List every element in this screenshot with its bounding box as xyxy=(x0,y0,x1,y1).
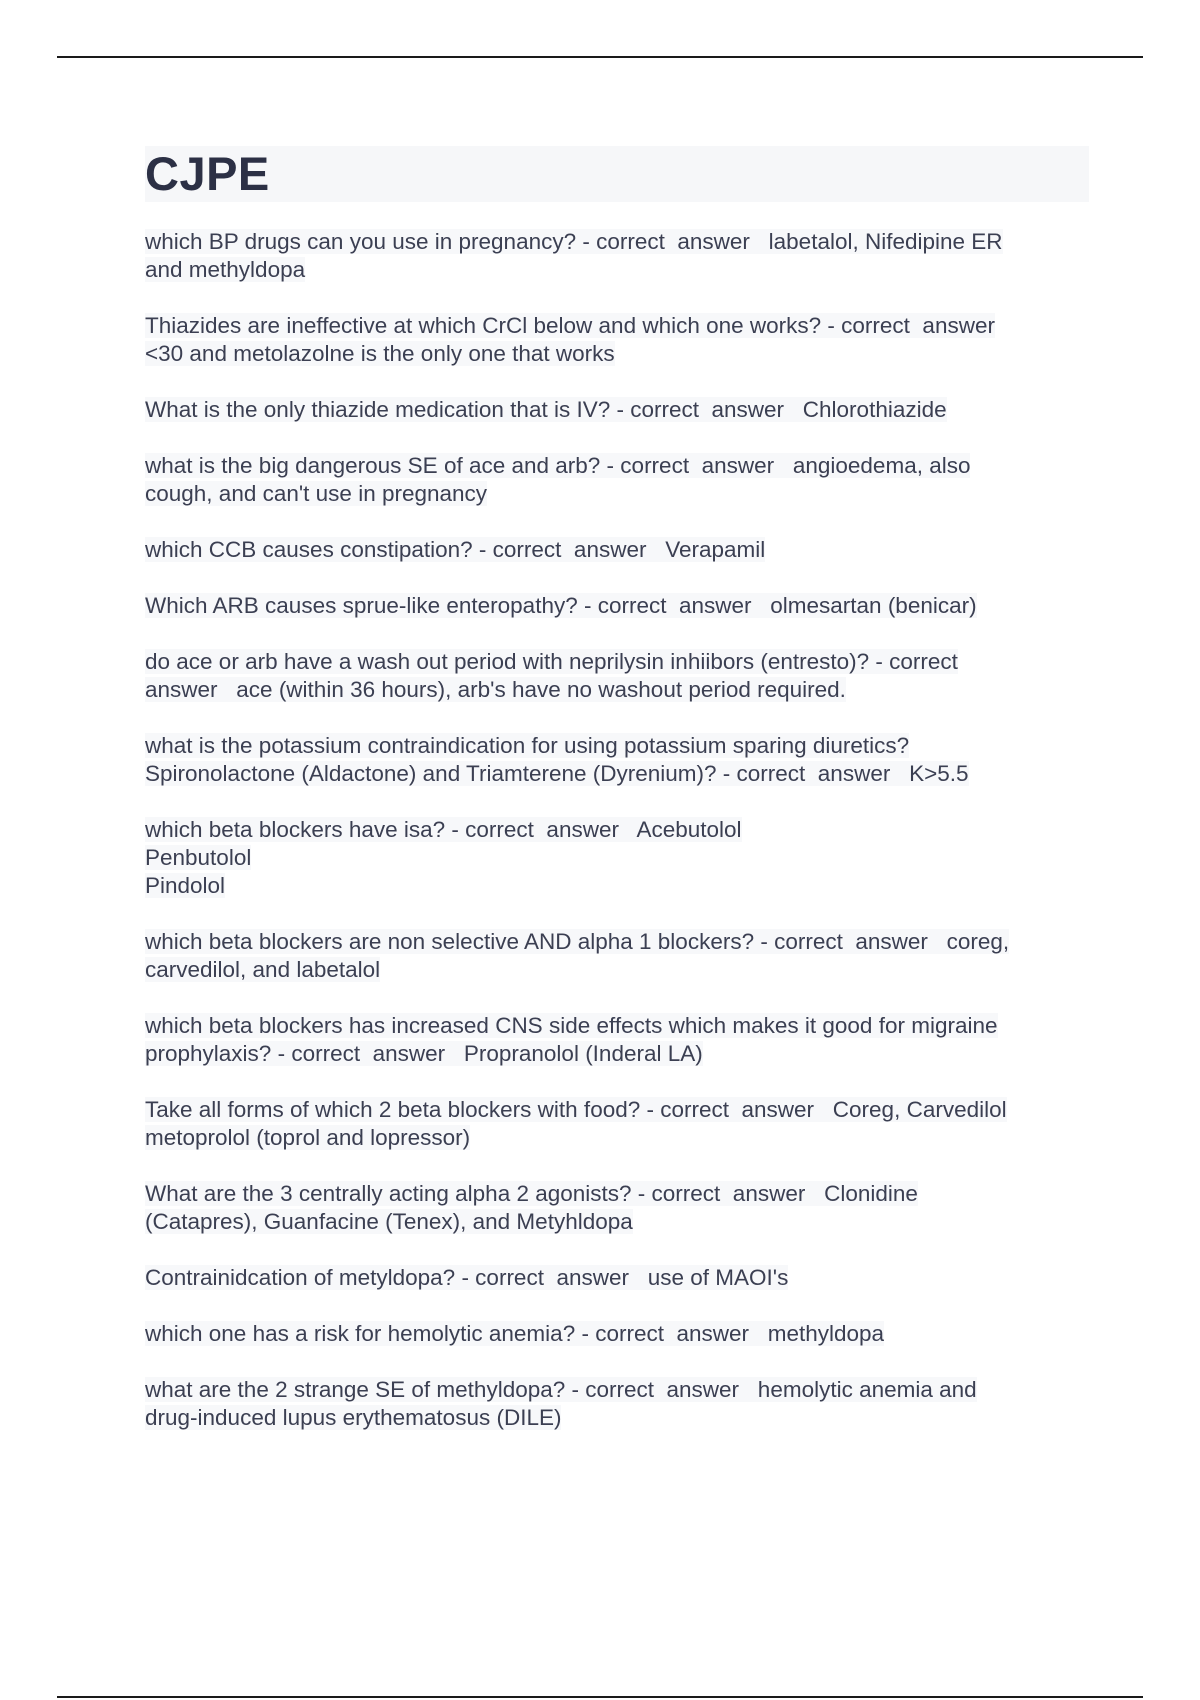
qa-text: which beta blockers are non selective AND alpha 1 blockers? - correct answer coreg, carvedilol, and labetalol xyxy=(145,929,1010,982)
qa-text: which CCB causes constipation? - correct answer Verapamil xyxy=(145,537,766,562)
qa-item xyxy=(145,1320,1095,1348)
qa-text: which beta blockers has increased CNS side effects which makes it good for migraine prophylaxis? - correct answer Propranolol (Inderal LA) xyxy=(145,1013,998,1066)
qa-item xyxy=(145,1096,1095,1152)
qa-text: which one has a risk for hemolytic anemia? - correct answer methyldopa xyxy=(145,1321,885,1346)
qa-text: What are the 3 centrally acting alpha 2 agonists? - correct answer Clonidine (Catapres), Guanfacine (Tenex), and Metyhldopa xyxy=(145,1181,918,1234)
qa-item xyxy=(145,452,1095,508)
qa-list xyxy=(145,228,1095,1432)
qa-text: which BP drugs can you use in pregnancy? - correct answer labetalol, Nifedipine ER and methyldopa xyxy=(145,229,1003,282)
page-title: CJPE xyxy=(145,147,270,200)
qa-text: Which ARB causes sprue-like enteropathy? - correct answer olmesartan (benicar) xyxy=(145,593,977,618)
qa-item xyxy=(145,928,1095,984)
footer-rule xyxy=(57,1696,1143,1698)
qa-text: what is the big dangerous SE of ace and arb? - correct answer angioedema, also cough, and can't use in pregnancy xyxy=(145,453,971,506)
qa-text: Take all forms of which 2 beta blockers with food? - correct answer Coreg, Carvedilol metoprolol (toprol and lopressor) xyxy=(145,1097,1007,1150)
qa-text: What is the only thiazide medication that is IV? - correct answer Chlorothiazide xyxy=(145,397,947,422)
qa-item xyxy=(145,396,1095,424)
qa-item xyxy=(145,648,1095,704)
qa-text: do ace or arb have a wash out period with neprilysin inhiibors (entresto)? - correct answer ace (within 36 hours), arb's have no washout period required. xyxy=(145,649,958,702)
qa-item xyxy=(145,312,1095,368)
qa-item xyxy=(145,816,1095,900)
qa-item xyxy=(145,1376,1095,1432)
qa-item xyxy=(145,592,1095,620)
qa-text: what is the potassium contraindication for using potassium sparing diuretics? Spironolactone (Aldactone) and Triamterene (Dyrenium)? - correct answer K>5.5 xyxy=(145,733,969,786)
title-bar xyxy=(145,146,1089,202)
qa-text: Thiazides are ineffective at which CrCl below and which one works? - correct answer <30 and metolazolne is the only one that works xyxy=(145,313,995,366)
header-rule xyxy=(57,56,1143,58)
qa-text: Contrainidcation of metyldopa? - correct answer use of MAOI's xyxy=(145,1265,789,1290)
qa-item xyxy=(145,228,1095,284)
qa-item xyxy=(145,1012,1095,1068)
qa-text: what are the 2 strange SE of methyldopa? - correct answer hemolytic anemia and drug-induced lupus erythematosus (DILE) xyxy=(145,1377,977,1430)
qa-item xyxy=(145,536,1095,564)
qa-item xyxy=(145,1264,1095,1292)
qa-item xyxy=(145,732,1095,788)
qa-text: which beta blockers have isa? - correct answer Acebutolol Penbutolol Pindolol xyxy=(145,817,742,898)
qa-item xyxy=(145,1180,1095,1236)
